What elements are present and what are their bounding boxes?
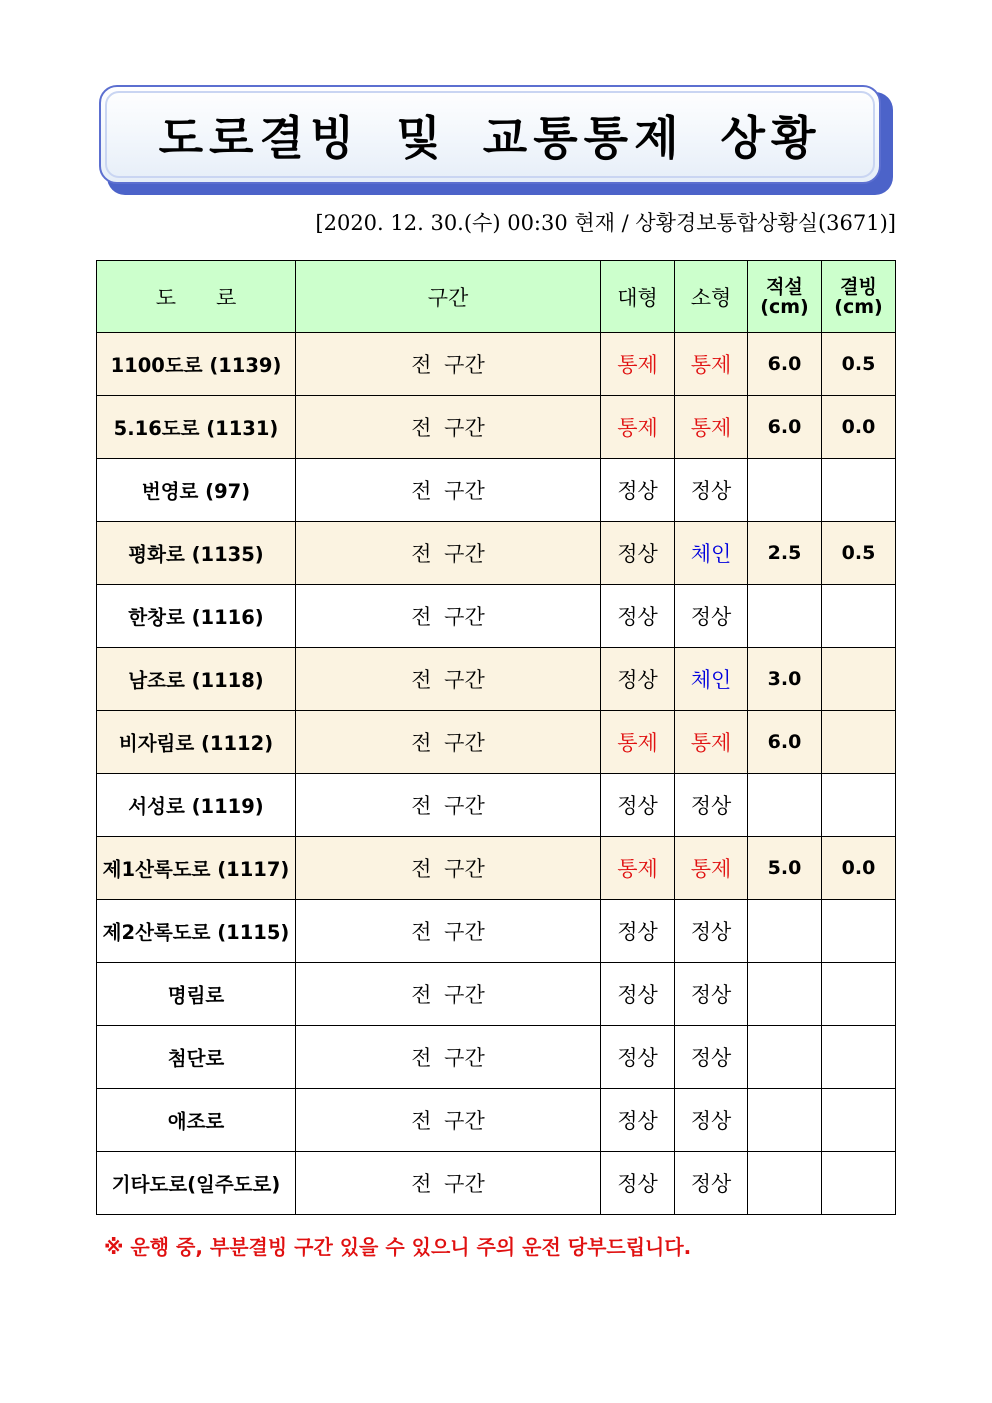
road-name-cell: 제1산록도로 (1117) bbox=[97, 837, 296, 900]
small-vehicle-status-cell: 체인 bbox=[675, 522, 748, 585]
section-cell: 전 구간 bbox=[296, 774, 601, 837]
table-row bbox=[97, 459, 896, 522]
snow-depth-cell: 3.0 bbox=[748, 648, 822, 711]
table-row bbox=[97, 585, 896, 648]
snow-depth-cell bbox=[748, 1026, 822, 1089]
ice-depth-cell bbox=[822, 585, 896, 648]
large-vehicle-status-cell: 정상 bbox=[601, 522, 675, 585]
road-name-cell: 1100도로 (1139) bbox=[97, 333, 296, 396]
table-row bbox=[97, 396, 896, 459]
section-cell: 전 구간 bbox=[296, 1026, 601, 1089]
road-name-cell: 비자림로 (1112) bbox=[97, 711, 296, 774]
title-box bbox=[99, 85, 881, 184]
header-large-vehicle: 대형 bbox=[601, 261, 675, 333]
table-row bbox=[97, 333, 896, 396]
ice-depth-cell bbox=[822, 711, 896, 774]
section-cell: 전 구간 bbox=[296, 648, 601, 711]
snow-depth-cell bbox=[748, 585, 822, 648]
road-name-cell: 첨단로 bbox=[97, 1026, 296, 1089]
section-cell: 전 구간 bbox=[296, 1089, 601, 1152]
table-row bbox=[97, 522, 896, 585]
large-vehicle-status-cell: 정상 bbox=[601, 648, 675, 711]
large-vehicle-status-cell: 정상 bbox=[601, 774, 675, 837]
small-vehicle-status-cell: 정상 bbox=[675, 1152, 748, 1215]
ice-depth-cell bbox=[822, 1026, 896, 1089]
snow-depth-cell: 6.0 bbox=[748, 333, 822, 396]
ice-depth-cell bbox=[822, 963, 896, 1026]
section-cell: 전 구간 bbox=[296, 522, 601, 585]
section-cell: 전 구간 bbox=[296, 585, 601, 648]
snow-depth-cell bbox=[748, 1089, 822, 1152]
small-vehicle-status-cell: 정상 bbox=[675, 459, 748, 522]
small-vehicle-status-cell: 통제 bbox=[675, 837, 748, 900]
snow-depth-cell bbox=[748, 1152, 822, 1215]
table-row bbox=[97, 1152, 896, 1215]
large-vehicle-status-cell: 통제 bbox=[601, 333, 675, 396]
road-name-cell: 번영로 (97) bbox=[97, 459, 296, 522]
road-name-cell: 평화로 (1135) bbox=[97, 522, 296, 585]
road-name-cell: 명림로 bbox=[97, 963, 296, 1026]
large-vehicle-status-cell: 정상 bbox=[601, 585, 675, 648]
section-cell: 전 구간 bbox=[296, 333, 601, 396]
small-vehicle-status-cell: 정상 bbox=[675, 900, 748, 963]
snow-depth-cell: 6.0 bbox=[748, 396, 822, 459]
small-vehicle-status-cell: 정상 bbox=[675, 1026, 748, 1089]
snow-depth-cell: 2.5 bbox=[748, 522, 822, 585]
road-name-cell: 남조로 (1118) bbox=[97, 648, 296, 711]
small-vehicle-status-cell: 통제 bbox=[675, 396, 748, 459]
small-vehicle-status-cell: 정상 bbox=[675, 1089, 748, 1152]
road-name-cell: 제2산록도로 (1115) bbox=[97, 900, 296, 963]
road-name-cell: 애조로 bbox=[97, 1089, 296, 1152]
table-row bbox=[97, 711, 896, 774]
road-name-cell: 5.16도로 (1131) bbox=[97, 396, 296, 459]
ice-depth-cell: 0.5 bbox=[822, 522, 896, 585]
road-status-table bbox=[96, 260, 896, 1215]
small-vehicle-status-cell: 정상 bbox=[675, 585, 748, 648]
large-vehicle-status-cell: 통제 bbox=[601, 396, 675, 459]
ice-depth-cell bbox=[822, 774, 896, 837]
snow-depth-cell bbox=[748, 900, 822, 963]
table-row bbox=[97, 774, 896, 837]
large-vehicle-status-cell: 정상 bbox=[601, 900, 675, 963]
table-row bbox=[97, 1089, 896, 1152]
header-snow-label: 적설 bbox=[766, 275, 803, 298]
header-ice-label: 결빙 bbox=[840, 275, 877, 298]
section-cell: 전 구간 bbox=[296, 963, 601, 1026]
section-cell: 전 구간 bbox=[296, 1152, 601, 1215]
table-header-row bbox=[97, 261, 896, 333]
page-title: 도로결빙 및 교통통제 상황 bbox=[158, 110, 822, 165]
header-snow bbox=[748, 261, 822, 333]
table-row bbox=[97, 837, 896, 900]
table-row bbox=[97, 1026, 896, 1089]
snow-depth-cell bbox=[748, 774, 822, 837]
road-name-cell: 기타도로(일주도로) bbox=[97, 1152, 296, 1215]
large-vehicle-status-cell: 정상 bbox=[601, 1026, 675, 1089]
section-cell: 전 구간 bbox=[296, 459, 601, 522]
table-row bbox=[97, 648, 896, 711]
header-snow-unit: (cm) bbox=[760, 295, 809, 318]
caution-note: ※ 운행 중, 부분결빙 구간 있을 수 있으니 주의 운전 당부드립니다. bbox=[104, 1235, 692, 1259]
header-ice-unit: (cm) bbox=[834, 295, 883, 318]
road-name-cell: 한창로 (1116) bbox=[97, 585, 296, 648]
small-vehicle-status-cell: 정상 bbox=[675, 774, 748, 837]
timestamp: [2020. 12. 30.(수) 00:30 현재 / 상황경보통합상황실(3671)] bbox=[315, 211, 896, 235]
ice-depth-cell bbox=[822, 459, 896, 522]
large-vehicle-status-cell: 정상 bbox=[601, 459, 675, 522]
ice-depth-cell: 0.5 bbox=[822, 333, 896, 396]
section-cell: 전 구간 bbox=[296, 711, 601, 774]
table-body bbox=[97, 333, 896, 1215]
small-vehicle-status-cell: 체인 bbox=[675, 648, 748, 711]
header-road: 도 로 bbox=[97, 261, 296, 333]
snow-depth-cell bbox=[748, 459, 822, 522]
section-cell: 전 구간 bbox=[296, 396, 601, 459]
snow-depth-cell bbox=[748, 963, 822, 1026]
ice-depth-cell bbox=[822, 1089, 896, 1152]
table-row bbox=[97, 900, 896, 963]
header-section: 구간 bbox=[296, 261, 601, 333]
section-cell: 전 구간 bbox=[296, 837, 601, 900]
road-name-cell: 서성로 (1119) bbox=[97, 774, 296, 837]
ice-depth-cell bbox=[822, 900, 896, 963]
snow-depth-cell: 6.0 bbox=[748, 711, 822, 774]
table-row bbox=[97, 963, 896, 1026]
large-vehicle-status-cell: 통제 bbox=[601, 837, 675, 900]
small-vehicle-status-cell: 정상 bbox=[675, 963, 748, 1026]
large-vehicle-status-cell: 정상 bbox=[601, 1089, 675, 1152]
large-vehicle-status-cell: 정상 bbox=[601, 1152, 675, 1215]
small-vehicle-status-cell: 통제 bbox=[675, 711, 748, 774]
header-small-vehicle: 소형 bbox=[675, 261, 748, 333]
section-cell: 전 구간 bbox=[296, 900, 601, 963]
ice-depth-cell: 0.0 bbox=[822, 837, 896, 900]
snow-depth-cell: 5.0 bbox=[748, 837, 822, 900]
header-ice bbox=[822, 261, 896, 333]
ice-depth-cell bbox=[822, 1152, 896, 1215]
ice-depth-cell: 0.0 bbox=[822, 396, 896, 459]
small-vehicle-status-cell: 통제 bbox=[675, 333, 748, 396]
large-vehicle-status-cell: 정상 bbox=[601, 963, 675, 1026]
large-vehicle-status-cell: 통제 bbox=[601, 711, 675, 774]
ice-depth-cell bbox=[822, 648, 896, 711]
